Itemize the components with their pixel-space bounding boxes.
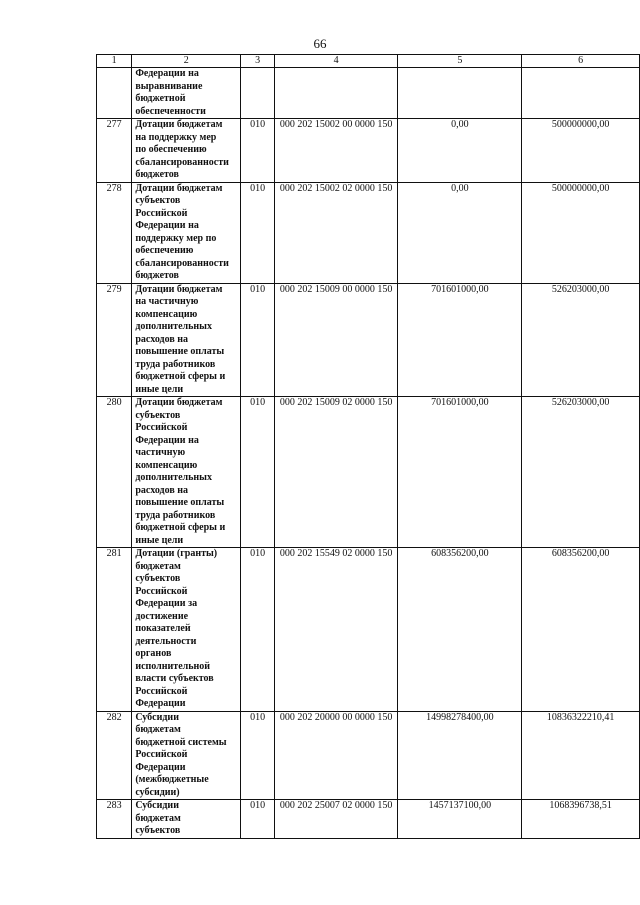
row-name: Федерации на выравнивание бюджетной обеспеченности (132, 68, 241, 119)
row-code: 010 (241, 548, 275, 712)
column-header: 6 (522, 55, 640, 68)
column-header: 1 (97, 55, 132, 68)
row-value-5: 701601000,00 (398, 397, 522, 548)
row-code (241, 68, 275, 119)
row-value-5: 1457137100,00 (398, 800, 522, 839)
row-value-6: 10836322210,41 (522, 711, 640, 800)
column-header: 3 (241, 55, 275, 68)
row-classification-code (274, 68, 398, 119)
row-name: Дотации (гранты) бюджетам субъектов Российской Федерации за достижение показателей деятельности органов исполнительной власти субъектов Российской Федерации (132, 548, 241, 712)
row-number: 279 (97, 283, 132, 397)
row-value-5: 14998278400,00 (398, 711, 522, 800)
row-number: 277 (97, 119, 132, 183)
row-value-6: 500000000,00 (522, 119, 640, 183)
row-number: 282 (97, 711, 132, 800)
table-row (97, 68, 640, 119)
row-number: 280 (97, 397, 132, 548)
row-number: 283 (97, 800, 132, 839)
row-classification-code: 000 202 15549 02 0000 150 (274, 548, 398, 712)
row-value-6: 500000000,00 (522, 182, 640, 283)
row-classification-code: 000 202 15009 00 0000 150 (274, 283, 398, 397)
row-number (97, 68, 132, 119)
page-number: 66 (313, 36, 327, 51)
row-value-6: 526203000,00 (522, 397, 640, 548)
row-name: Дотации бюджетам субъектов Российской Федерации на частичную компенсацию дополнительных расходов на повышение оплаты труда работников бюджетной сферы и иные цели (132, 397, 241, 548)
row-code: 010 (241, 711, 275, 800)
column-header: 4 (274, 55, 398, 68)
row-value-5: 0,00 (398, 182, 522, 283)
row-classification-code: 000 202 20000 00 0000 150 (274, 711, 398, 800)
row-value-6: 526203000,00 (522, 283, 640, 397)
row-number: 278 (97, 182, 132, 283)
column-header: 5 (398, 55, 522, 68)
row-value-6: 608356200,00 (522, 548, 640, 712)
table-row (97, 548, 640, 712)
row-value-5: 701601000,00 (398, 283, 522, 397)
row-value-5: 608356200,00 (398, 548, 522, 712)
budget-table (96, 54, 640, 839)
column-header: 2 (132, 55, 241, 68)
row-code: 010 (241, 800, 275, 839)
row-name: Субсидии бюджетам субъектов (132, 800, 241, 839)
row-code: 010 (241, 119, 275, 183)
row-value-6 (522, 68, 640, 119)
row-code: 010 (241, 182, 275, 283)
row-name: Дотации бюджетам на поддержку мер по обеспечению сбалансированности бюджетов (132, 119, 241, 183)
row-classification-code: 000 202 15002 00 0000 150 (274, 119, 398, 183)
row-number: 281 (97, 548, 132, 712)
row-value-5: 0,00 (398, 119, 522, 183)
row-classification-code: 000 202 15002 02 0000 150 (274, 182, 398, 283)
table-row (97, 800, 640, 839)
table-row (97, 711, 640, 800)
row-value-6: 1068396738,51 (522, 800, 640, 839)
table-row (97, 182, 640, 283)
table-row (97, 397, 640, 548)
table-row (97, 119, 640, 183)
row-name: Субсидии бюджетам бюджетной системы Российской Федерации (межбюджетные субсидии) (132, 711, 241, 800)
row-value-5 (398, 68, 522, 119)
table-row (97, 283, 640, 397)
row-code: 010 (241, 397, 275, 548)
row-classification-code: 000 202 25007 02 0000 150 (274, 800, 398, 839)
row-name: Дотации бюджетам на частичную компенсацию дополнительных расходов на повышение оплаты труда работников бюджетной сферы и иные цели (132, 283, 241, 397)
row-code: 010 (241, 283, 275, 397)
row-classification-code: 000 202 15009 02 0000 150 (274, 397, 398, 548)
row-name: Дотации бюджетам субъектов Российской Федерации на поддержку мер по обеспечению сбалансированности бюджетов (132, 182, 241, 283)
table-header-row (97, 55, 640, 68)
